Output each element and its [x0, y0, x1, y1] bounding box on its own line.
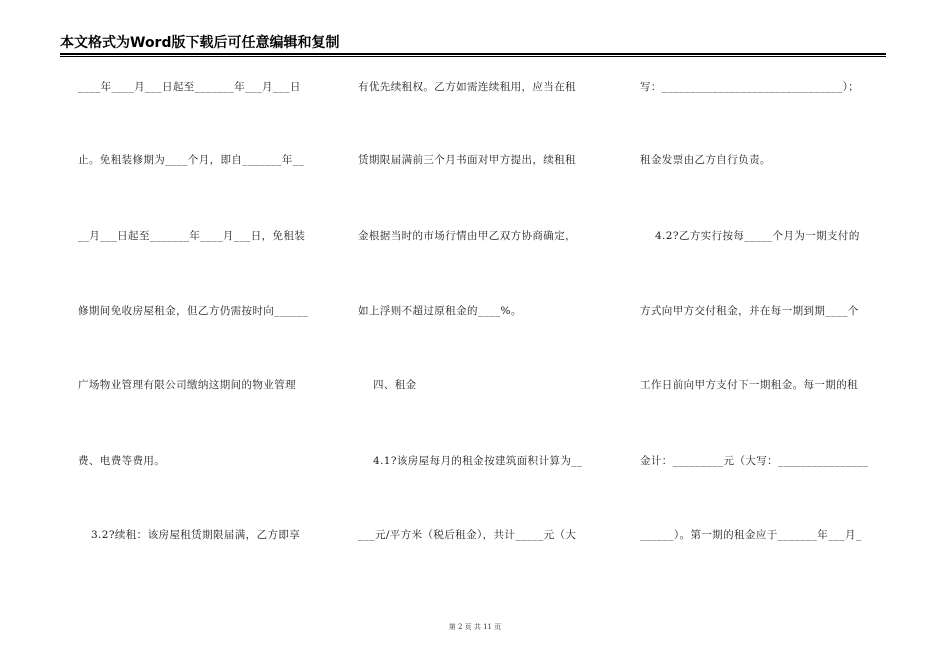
text-line: 金计：_________元（大写：________________	[640, 455, 869, 467]
text-line: 3.2?续租：该房屋租赁期限届满，乙方即享	[76, 529, 301, 541]
text-line: 4.1?该房屋每月的租金按建筑面积计算为__	[358, 455, 583, 467]
text-line: 方式向甲方交付租金，并在每一期到期____个	[640, 305, 859, 317]
header-rule	[60, 53, 886, 55]
page-footer: 第 2 页 共 11 页	[448, 623, 502, 631]
text-line: 4.2?乙方实行按每_____个月为一期支付的	[640, 230, 860, 242]
text-line: 租金发票由乙方自行负责。	[640, 154, 771, 166]
text-line: 修期间免收房屋租金，但乙方仍需按时向______	[78, 305, 309, 317]
text-line: 四、租金	[358, 379, 417, 391]
text-line: 止。免租装修期为____个月，即自_______年__	[78, 154, 305, 166]
text-line: 有优先续租权。乙方如需连续租用，应当在租	[358, 81, 576, 93]
text-line: ______）。第一期的租金应于_______年___月_	[640, 529, 862, 541]
header-title: 本文格式为Word版下载后可任意编辑和复制	[60, 35, 340, 51]
text-line: ___元/平方米（税后租金），共计_____元（大	[358, 529, 577, 541]
text-line: 如上浮则不超过原租金的____%。	[358, 305, 522, 317]
header-rule-thin	[60, 56, 886, 57]
text-line: 工作日前向甲方支付下一期租金。每一期的租	[640, 379, 858, 391]
text-line: 金根据当时的市场行情由甲乙双方协商确定，	[358, 230, 576, 242]
text-line: __月___日起至_______年____月___日，免租装	[78, 230, 306, 242]
text-line: 广场物业管理有限公司缴纳这期间的物业管理	[78, 379, 296, 391]
text-line: 赁期限届满前三个月书面对甲方提出，续租租	[358, 154, 576, 166]
text-line: 费、电费等费用。	[78, 455, 166, 467]
text-line: ____年____月___日起至_______年___月___日	[78, 81, 301, 93]
text-line: 写：________________________________）；	[640, 81, 860, 93]
